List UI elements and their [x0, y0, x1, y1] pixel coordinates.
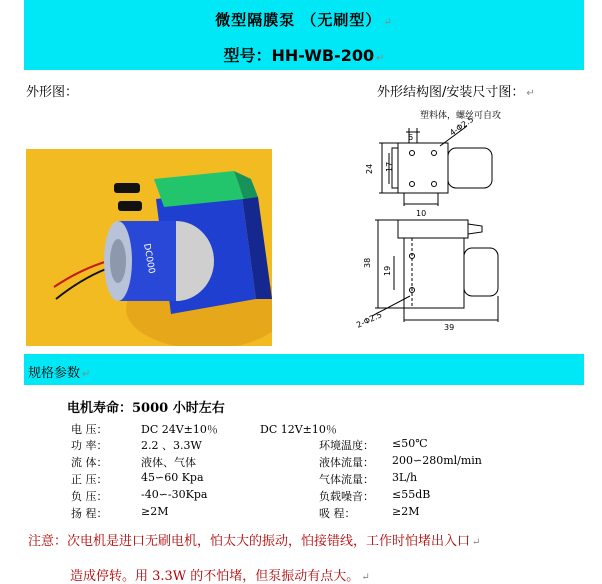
note-line-2: 造成停转。用 3.3W 的不怕堵，但泵振动有点大。 ↵: [70, 569, 370, 584]
motor-label: DC000: [141, 242, 157, 275]
note-line-1: 注意：次电机是进口无刷电机，怕太大的振动，怕接错线，工作时怕堵出入口 ↵: [28, 534, 481, 549]
dim-hole-bottom: 2-Φ2.5: [355, 310, 384, 330]
product-photo: [26, 149, 272, 346]
dim-19: 19: [383, 265, 392, 276]
spec-row: 流 体： 液体、气体 液体流量： 200∽280ml/min: [71, 454, 482, 469]
drawing-note: 塑料体，螺丝可自攻: [420, 111, 502, 121]
spec-row: 功 率： 2.2 、3.3W 环境温度： ≤50℃: [71, 437, 428, 452]
dim-39: 39: [444, 323, 455, 332]
dim-38: 38: [363, 257, 372, 268]
motor-life: 电机寿命：5000 小时左右: [67, 401, 225, 416]
document-title: 微型隔膜泵 （无刷型） ↵: [215, 11, 393, 29]
title-banner: [24, 0, 584, 70]
dim-17: 17: [385, 161, 394, 172]
dimension-label: 外形结构图/安装尺寸图： ↵: [377, 85, 535, 100]
dim-6: 6: [408, 133, 414, 142]
spec-banner: [24, 354, 584, 385]
spec-row: 负 压： -40∽-30Kpa 负载噪音： ≤55dB: [71, 488, 431, 503]
spec-row: 扬 程： ≥2M 吸 程： ≥2M: [71, 505, 420, 520]
dim-hole-top: 4-Φ2.5: [447, 114, 476, 138]
spec-row: 电 压： DC 24V±10％ DC 12V±10％: [71, 423, 337, 436]
dim-24: 24: [365, 163, 374, 174]
appearance-label: 外形图：: [26, 85, 79, 100]
spec-row: 正 压： 45∽60 Kpa 气体流量： 3L/h: [71, 471, 418, 486]
dim-10: 10: [416, 209, 427, 218]
dimension-drawing: [342, 108, 557, 333]
spec-section-title: 规格参数 ↵: [28, 366, 91, 381]
model-number: 型号：HH-WB-200 ↵: [223, 46, 385, 65]
